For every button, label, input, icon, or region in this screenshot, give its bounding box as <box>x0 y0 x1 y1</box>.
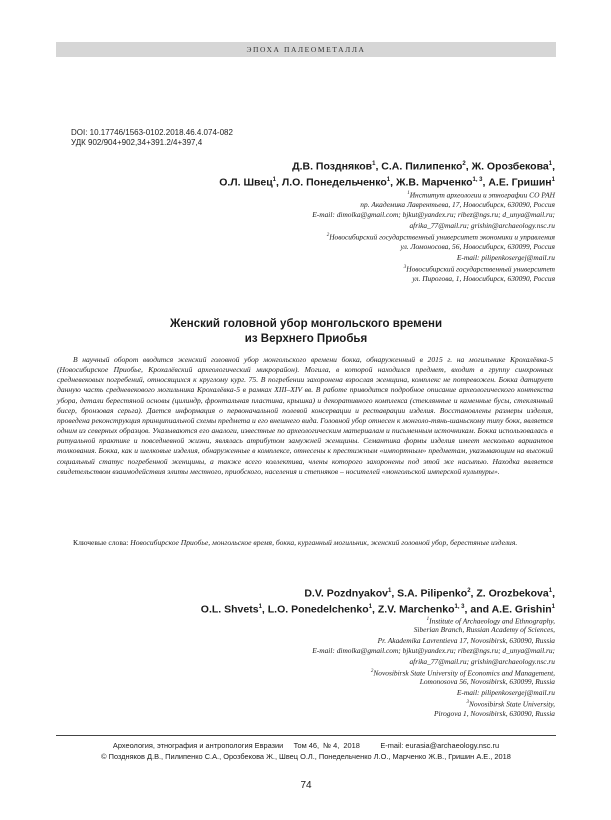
affiliation-mark: 2 <box>326 233 330 239</box>
author-affiliation-mark: 1, 3 <box>454 604 465 610</box>
affiliation-text: Pr. Akademika Lavrentieva 17, Novosibirsk, 630090, Russia <box>377 635 555 645</box>
article-title <box>56 317 556 347</box>
author-separator: , <box>375 160 382 173</box>
affiliation-line <box>409 657 555 667</box>
affiliation-text: ул. Пирогова, 1, Новосибирск, 630090, Россия <box>412 273 555 283</box>
affiliation-text: пр. Академика Лаврентьева, 17, Новосибирск, 630090, Россия <box>360 199 555 209</box>
affiliation-line <box>312 646 555 656</box>
affiliation-text: ул. Ломоносова, 56, Новосибирск, 630099, Россия <box>400 242 555 251</box>
udc: УДК 902/904+902,34+391.2/4+397,4 <box>71 138 203 147</box>
author-affiliation-mark: 1 <box>551 604 555 610</box>
author-separator: , <box>390 176 396 189</box>
affiliation-text: Novosibirsk State University of Economics and Management, <box>373 668 555 678</box>
affiliation-line <box>420 677 555 687</box>
author-separator: , <box>261 603 268 616</box>
affiliation-line <box>401 242 555 252</box>
author-affiliation-mark: 1 <box>372 161 376 167</box>
affiliation-line <box>360 200 555 210</box>
affiliation-mark: 3 <box>403 265 407 271</box>
doi: DOI: 10.17746/1563-0102.2018.46.4.074-082 <box>71 128 233 137</box>
author-separator: , <box>465 160 472 173</box>
authors-ru-line-1 <box>292 157 555 174</box>
author-affiliation-mark: 1 <box>386 177 391 183</box>
page-number: 74 <box>300 780 312 791</box>
author-separator: , <box>552 160 555 173</box>
section-title: ЭПОХА ПАЛЕОМЕТАЛЛА <box>246 45 366 54</box>
authors-en-line-1 <box>304 584 555 601</box>
affiliation-text: afrika_77@mail.ru; grishin@archaeology.nsc.ru <box>409 220 555 230</box>
author-affiliation-mark: 1 <box>551 177 555 183</box>
author-separator: , <box>470 587 477 600</box>
footer-journal: Археология, этнография и антропология Евразии Том 46, № 4, 2018 E-mail: eurasia@archaeology.nsc.ru <box>112 741 500 750</box>
affiliation-line <box>457 688 555 698</box>
author-separator: , <box>276 176 282 189</box>
author-name: Z. Orozbekova <box>476 587 549 600</box>
author-name: Д.В. Поздняков <box>292 160 373 173</box>
author-name: С.А. Пилипенко <box>381 160 463 173</box>
affiliation-line <box>312 210 555 220</box>
footer-rule <box>56 735 556 736</box>
author-separator: , and <box>464 603 492 616</box>
affiliation-mark: 1 <box>407 191 410 196</box>
author-separator: , <box>552 587 555 600</box>
author-name: D.V. Pozdnyakov <box>304 587 388 600</box>
author-affiliation-mark: 2 <box>467 588 471 594</box>
author-affiliation-mark: 1 <box>387 588 392 594</box>
affiliation-text: Pirogova 1, Novosibirsk, 630090, Russia <box>433 708 555 718</box>
article-title-line-1: Женский головной убор монгольского времени <box>169 318 443 330</box>
affiliation-text: Новосибирский государственный университет экономики и управления <box>329 232 555 242</box>
author-name: S.A. Pilipenko <box>397 587 468 600</box>
keywords <box>57 538 553 548</box>
author-separator: , <box>372 603 378 616</box>
author-name: А.Е. Гришин <box>488 176 552 189</box>
author-affiliation-mark: 2 <box>462 161 466 167</box>
author-name: A.E. Grishin <box>491 603 552 616</box>
affiliation-text: E-mail: dimolka@gmail.com; bjkut@yandex.ru; ribez@ngs.ru; d_unya@mail.ru; <box>312 646 555 656</box>
article-title-line-2: из Верхнего Приобья <box>244 333 368 345</box>
affiliation-line <box>414 625 555 635</box>
author-name: О.Л. Швец <box>219 176 273 189</box>
author-name: Л.О. Понедельченко <box>281 176 387 189</box>
affiliation-text: E-mail: pilipenkosergej@mail.ru <box>456 687 555 697</box>
author-name: Ж.В. Марченко <box>395 176 473 189</box>
author-affiliation-mark: 1 <box>272 177 276 183</box>
affiliation-line <box>457 253 555 263</box>
author-name: Z.V. Marchenko <box>377 603 455 616</box>
author-separator: , <box>391 587 398 600</box>
affiliation-text: E-mail: dimolka@gmail.com; bjkut@yandex.ru; ribez@ngs.ru; d_unya@mail.ru; <box>312 210 555 220</box>
author-name: Ж. Орозбекова <box>471 160 549 173</box>
affiliation-line <box>412 274 555 284</box>
affiliation-mark: 2 <box>370 669 374 674</box>
author-affiliation-mark: 1 <box>548 588 553 594</box>
keywords-text: Новосибирское Приобье, монгольское время, бокка, курганный могильник, женский головной убор, берестяные изделия. <box>130 538 518 547</box>
affiliation-mark: 3 <box>466 700 469 706</box>
author-affiliation-mark: 1 <box>548 161 553 167</box>
author-affiliation-mark: 1 <box>368 604 373 610</box>
affiliation-line <box>409 221 555 231</box>
affiliation-text: Институт археологии и этнографии СО РАН <box>409 190 555 200</box>
authors-ru-line-2 <box>219 173 555 190</box>
affiliation-line <box>378 636 555 646</box>
author-name: L.O. Ponedelchenko <box>267 603 369 616</box>
footer-copyright: © Поздняков Д.В., Пилипенко С.А., Орозбекова Ж., Швец О.Л., Понедельченко Л.О., Марченко Ж.В., Гришин А.Е., 2018 <box>101 752 511 761</box>
author-separator: , <box>482 176 489 189</box>
affiliation-text: E-mail: pilipenkosergej@mail.ru <box>456 252 555 262</box>
author-name: O.L. Shvets <box>200 603 259 616</box>
affiliation-mark: 1 <box>426 617 430 622</box>
affiliation-text: Siberian Branch, Russian Academy of Sciences, <box>413 625 555 635</box>
affiliation-line <box>434 709 555 719</box>
abstract: В научный оборот вводится женский головной убор монгольского времени бокка, обнаруженный в 2015 г. на могильнике Крохалёвка-5 (Новосибирское Приобье, Крохалёвский археологический микрорайон). Могила, в которой находился предмет, входит в группу синхронных средневековых погребений, относящихся к круглому кург. 75. В погребении захоронена взрослая женщина, комплекс не потревожен. Бокка датирует данную часть средневекового могильника Крохалёвка-5 в рамках XIII–XIV вв. В работе приводится подробное описание археологического контекста убора, детали берестяной основы (цилиндр, фронтальная пластина, крышка) и декоративного комплекса (стеклянные и каменные бусы, стеклянный бисер, бронзовая серьга). Дается информация о первоначальной полевой консервации и реставрации изделия. Восстановлены размеры изделия, проведена реконструкция принципиальной схемы предмета и его внешнего вида. Головной убор отнесен к монголо-тянь-шаньскому типу бокк, является одним из северных образцов. Указываются его аналоги, известные по археологическим материалам и письменным источникам. Бокка использовалась в ритуальной практике и повседневной жизни, являлась атрибутом замужней женщины. Семантика формы изделия имеет несколько вариантов толкования. Бокка, как и шелковые изделия, обнаруженные в комплексе, отнесены к престижным «импортным» предметам, указывающим на высокий социальный статус погребенной женщины, а также всего коллектива, члены которого захоронены под этой же насыпью. Находка является свидетельством взаимодействия элиты местного, приобского, населения и степняков – носителей «монгольской имперской культуры». <box>57 355 553 476</box>
affiliation-text: Lomonosova 56, Novosibirsk, 630099, Russia <box>419 677 555 687</box>
affiliation-text: Novosibirsk State University, <box>468 699 555 709</box>
affiliation-text: Institute of Archaeology and Ethnography, <box>429 616 555 626</box>
affiliation-text: Новосибирский государственный университет <box>406 264 555 274</box>
author-affiliation-mark: 1 <box>258 604 262 610</box>
author-affiliation-mark: 1, 3 <box>472 177 483 183</box>
affiliation-text: afrika_77@mail.ru; grishin@archaeology.nsc.ru <box>409 656 555 666</box>
keywords-label: Ключевые слова: <box>73 538 131 547</box>
